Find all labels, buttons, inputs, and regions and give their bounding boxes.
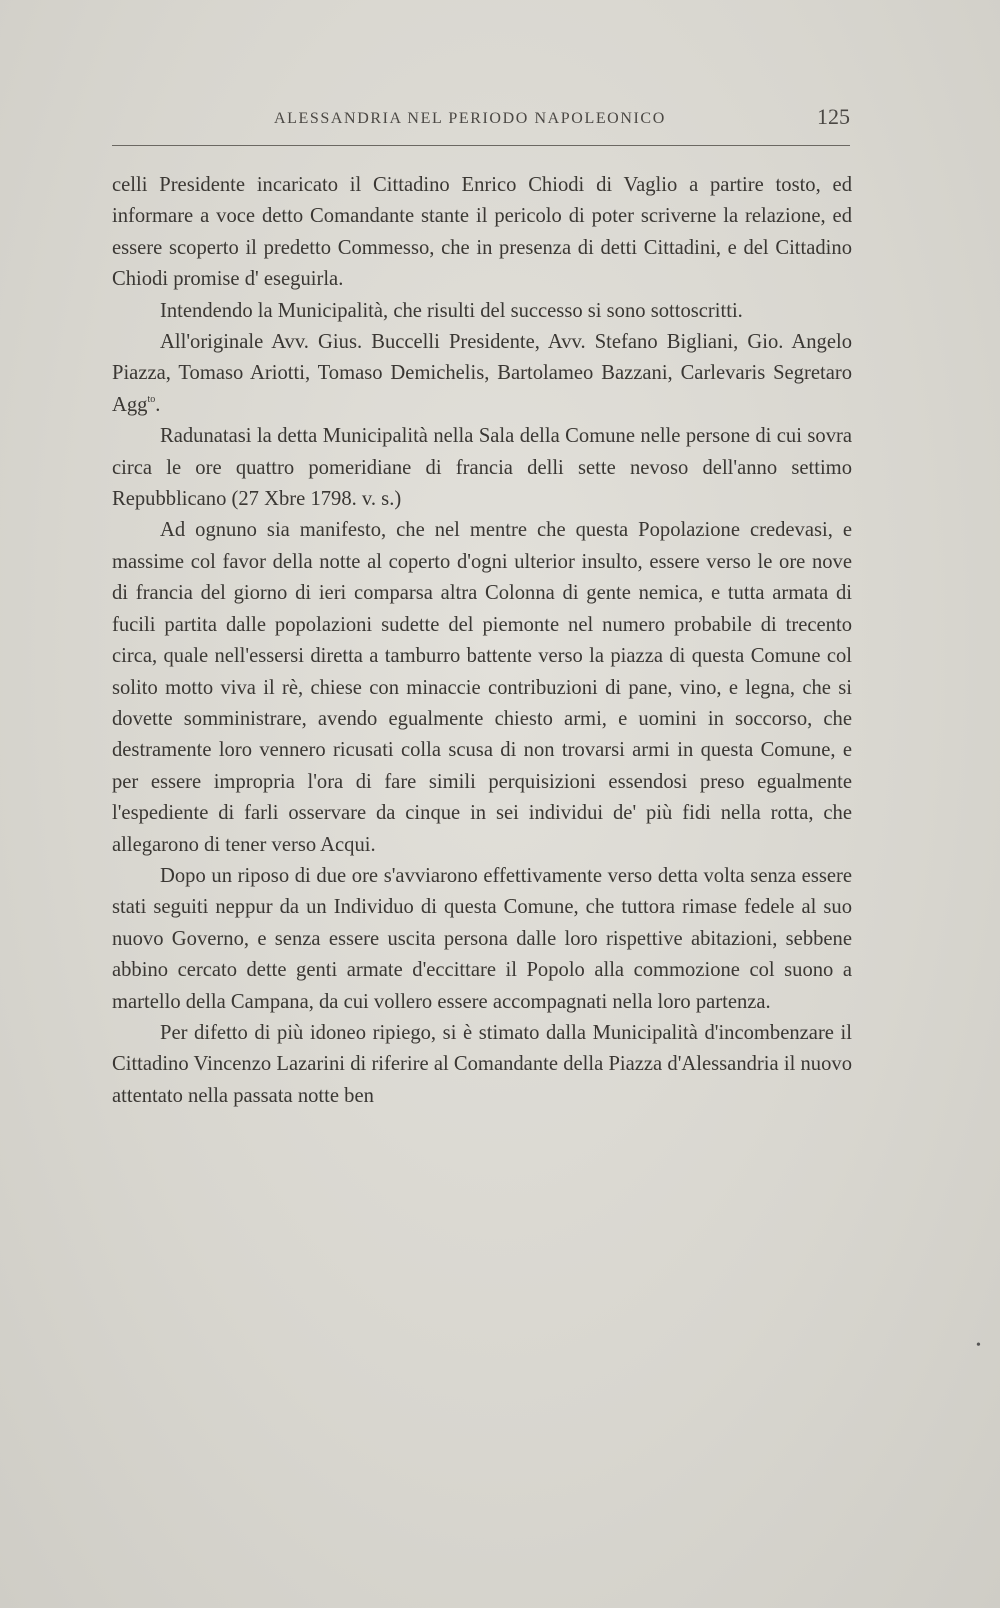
- margin-speck: •: [976, 1338, 981, 1353]
- page-number: 125: [817, 104, 850, 129]
- body-text: [112, 170, 852, 1112]
- superscript-abbrev: to: [147, 393, 156, 405]
- paragraph-manifest: Ad ognuno sia manifesto, che nel mentre che questa Popolazione credevasi, e massime col favor della notte al coperto d'ogni ulterior insulto, essere verso le ore nove di francia del giorno di ieri comparsa altra Colonna di gente nemica, e tutta armata di fucili partita dalle popolazioni sudette del piemonte nel numero probabile di trecento circa, quale nell'essersi diretta a tamburro battente verso la piazza di questa Comune col solito motto viva il rè, chiese con minaccie contribuzioni di pane, vino, e legna, che si dovette somministrare, avendo egualmente chiesto armi, e uomini in soccorso, che destramente loro vennero ricusati colla scusa di non trovarsi armi in questa Comune, e per essere impropria l'ora di fare simili perquisizioni essendosi preso egualmente l'espediente di farli osservare da cinque in sei individui de' più fidi nella rotta, che allegarono di tener verso Acqui.: [112, 519, 852, 856]
- paragraph-commission: Per difetto di più idoneo ripiego, si è stimato dalla Municipalità d'incombenzare il Cittadino Vincenzo Lazarini di riferire al Comandante della Piazza d'Alessandria il nuovo attentato nella passata notte ben: [112, 1021, 852, 1107]
- page-header: [112, 102, 850, 136]
- paragraph-signature-intro: Intendendo la Municipalità, che risulti del successo si sono sottoscritti.: [160, 299, 743, 322]
- paragraph-meeting: Radunatasi la detta Municipalità nella Sala della Comune nelle persone di cui sovra circa le ore quattro pomeridiane di francia delli sette nevoso dell'anno settimo Repubblicano (27 Xbre 1798. v. s.): [112, 425, 852, 511]
- header-rule: [112, 145, 850, 146]
- paragraph-signatories: All'originale Avv. Gius. Buccelli Presidente, Avv. Stefano Bigliani, Gio. Angelo Piazza, Tomaso Ariotti, Tomaso Demichelis, Bartolameo Bazzani, Carlevaris Segretaro Agg$^{to}$.: [112, 331, 852, 416]
- paragraph-continuation: celli Presidente incaricato il Cittadino Enrico Chiodi di Vaglio a partire tosto, ed informare a voce detto Comandante stante il pericolo di poter scriverne la relazione, ed essere scoperto il predetto Commesso, che in presenza di detti Cittadini, e del Cittadino Chiodi promise d' eseguirla.: [112, 174, 852, 291]
- paragraph-departure: Dopo un riposo di due ore s'avviarono effettivamente verso detta volta senza essere stati seguiti neppur da un Individuo di questa Comune, che tuttora rimase fedele al suo nuovo Governo, e senza essere uscita persona dalle loro rispettive abitazioni, sebbene abbino cercato dette genti armate d'eccittare il Popolo alla commozione col suono a martello della Campana, da cui vollero essere accompagnati nella loro partenza.: [112, 864, 852, 1013]
- running-head: ALESSANDRIA NEL PERIODO NAPOLEONICO: [274, 110, 666, 127]
